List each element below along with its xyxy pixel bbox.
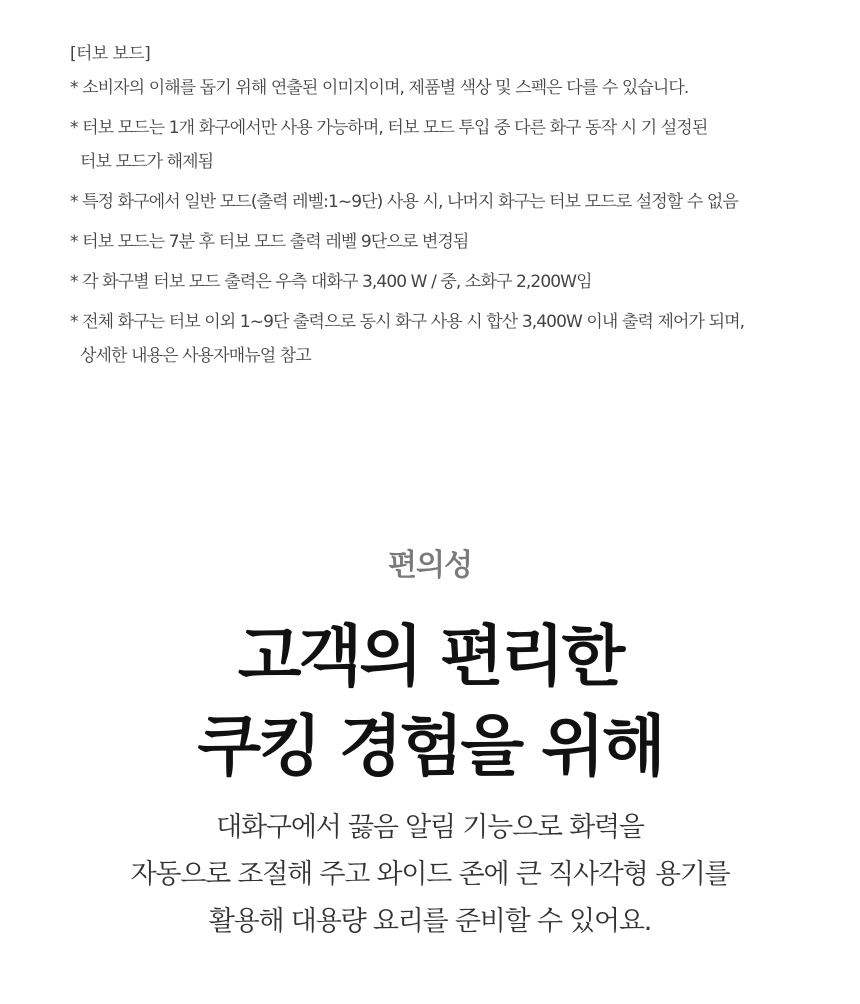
notes-section (70, 40, 810, 376)
note-item: * 전체 화구는 터보 이외 1~9단 출력으로 동시 화구 사용 시 합산 3,400W 이내 출력 제어가 되며, (70, 312, 745, 332)
note-item: * 소비자의 이해를 돕기 위해 연출된 이미지이며, 제품별 색상 및 스펙은 다를 수 있습니다. (70, 78, 689, 98)
headline-line: 쿠킹 경험을 위해 (197, 708, 663, 785)
note-item: * 터보 모드는 7분 후 터보 모드 출력 레벨 9단으로 변경됨 (70, 232, 469, 252)
note-item: * 특정 화구에서 일반 모드(출력 레벨:1~9단) 사용 시, 나머지 화구는 터보 모드로 설정할 수 없음 (70, 192, 738, 212)
note-item: * 각 화구별 터보 모드 출력은 우측 대화구 3,400 W / 중, 소화구 2,200W임 (70, 272, 592, 292)
feature-headline (0, 612, 860, 792)
feature-description (0, 804, 860, 945)
headline-line: 고객의 편리한 (237, 618, 623, 695)
description-line: 자동으로 조절해 주고 와이드 존에 큰 직사각형 용기를 (130, 859, 730, 890)
note-item: * 터보 모드는 1개 화구에서만 사용 가능하며, 터보 모드 투입 중 다른 화구 동작 시 기 설정된 (70, 118, 708, 138)
feature-kicker: 편의성 (388, 548, 472, 583)
note-item-continuation: 터보 모드가 해제됨 (80, 152, 214, 172)
note-item-continuation: 상세한 내용은 사용자매뉴얼 참고 (80, 346, 311, 366)
description-line: 활용해 대용량 요리를 준비할 수 있어요. (208, 906, 652, 937)
description-line: 대화구에서 끓음 알림 기능으로 화력을 (216, 812, 644, 843)
notes-title: [터보 보드] (70, 44, 151, 64)
